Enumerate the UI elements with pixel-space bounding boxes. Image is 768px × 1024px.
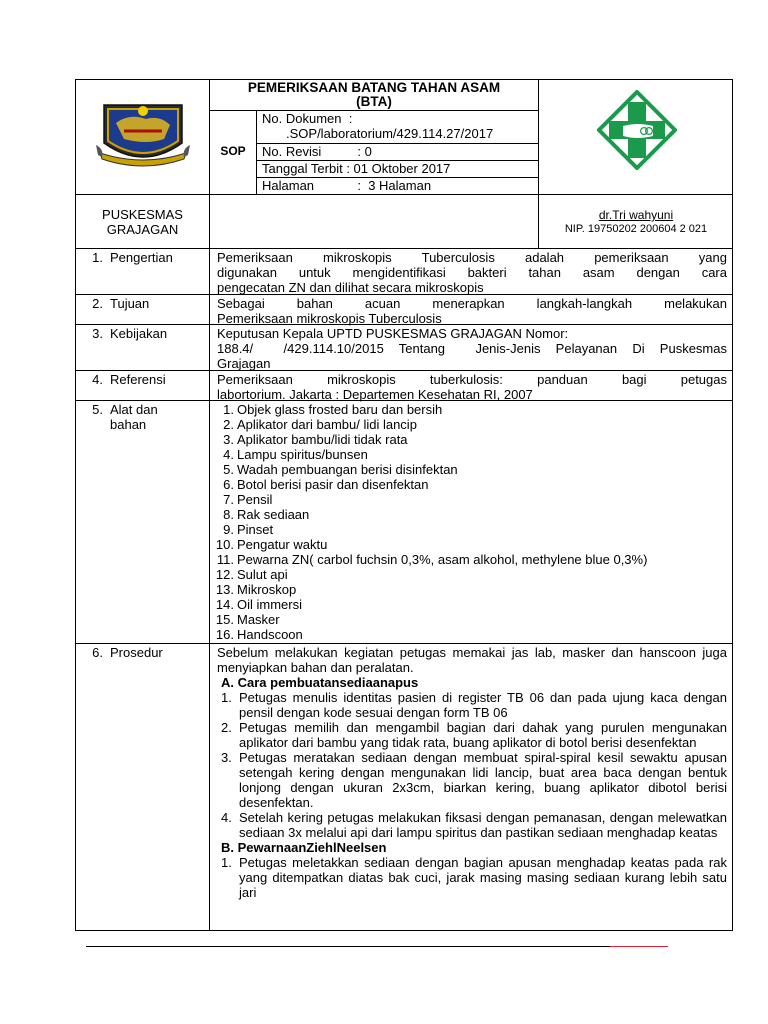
list-item: 3. Aplikator bambu/lidi tidak rata xyxy=(223,432,408,447)
list-item: 7. Pensil xyxy=(223,492,273,507)
subheading-a: A. Cara pembuatansediaanapus xyxy=(221,675,419,690)
list-item: 12. Sulut api xyxy=(215,567,288,582)
prosedur-content xyxy=(217,645,727,900)
list-item: 4. Lampu spiritus/bunsen xyxy=(223,447,368,462)
tujuan-text: Sebagai bahan acuan menerapkan langkah-langkah melakukan Pemeriksaan mikroskopis Tuberculosis xyxy=(217,296,727,326)
list-item: 5. Wadah pembuangan berisi disinfektan xyxy=(223,462,458,477)
list-item: 9. Pinset xyxy=(223,522,274,537)
issue-date: Tanggal Terbit : 01 Oktober 2017 xyxy=(262,161,451,176)
list-item: 14. Oil immersi xyxy=(215,597,302,612)
pengertian-text: Pemeriksaan mikroskopis Tuberculosis adalah pemeriksaan yang digunakan untuk mengidentifikasi bakteri tahan asam dengan cara pengecatan ZN dan dilihat secara mikroskopis xyxy=(217,250,727,295)
doc-number-value: .SOP/laboratorium/429.114.27/2017 xyxy=(286,126,494,141)
list-item: 10. Pengatur waktu xyxy=(215,537,328,552)
signer-nip: NIP. 19750202 200604 2 021 xyxy=(564,223,708,235)
puskesmas-name: PUSKESMAS GRAJAGAN xyxy=(102,207,183,237)
subheading-b: B. PewarnaanZiehlNeelsen xyxy=(221,840,387,855)
page-count: Halaman : 3 Halaman xyxy=(262,178,432,193)
list-item: 6. Botol berisi pasir dan disenfektan xyxy=(223,477,429,492)
list-item: 2. Aplikator dari bambu/ lidi lancip xyxy=(223,417,417,432)
kebijakan-text: Keputusan Kepala UPTD PUSKESMAS GRAJAGAN Nomor: 188.4/ /429.114.10/2015 Tentang Jenis-Jenis Pelayanan Di Puskesmas Grajagan xyxy=(217,326,727,371)
document-title: PEMERIKSAAN BATANG TAHAN ASAM (BTA) xyxy=(247,80,501,109)
sop-body-table xyxy=(75,249,733,931)
list-item: 4. Setelah kering petugas melakukan fiksasi dengan pemanasan, dengan melewatkan sediaan 3x melalui api dari lampu spiritus dan pastikan sediaan menghadap keatas xyxy=(221,810,727,840)
row-label-prosedur: 6. Prosedur xyxy=(92,645,163,660)
revision-number: No. Revisi : 0 xyxy=(262,144,372,159)
row-label-referensi: 4. Referensi xyxy=(92,372,166,387)
row-label-pengertian: 1. Pengertian xyxy=(92,250,173,265)
doc-number-label: No. Dokumen : xyxy=(262,111,353,126)
row-label-tujuan: 2. Tujuan xyxy=(92,296,150,311)
sop-header-table xyxy=(75,79,733,249)
signature-block xyxy=(539,208,733,236)
row-label-alat-bahan: 5. Alat dan bahan xyxy=(92,402,158,432)
list-item: 2. Petugas memilih dan mengambil bagian dari dahak yang purulen mengunakan aplikator dari bambu yang tidak rata, buang aplikator di botol berisi desenfektan xyxy=(221,720,727,750)
prosedur-intro: Sebelum melakukan kegiatan petugas memakai jas lab, masker dan hanscoon juga menyiapkan bahan dan peralatan. xyxy=(217,645,727,675)
list-item: 3. Petugas meratakan sediaan dengan membuat spiral-spiral kesil sewaktu apusan setengah kering dengan mengunakan lidi lancip, buat area baca dengan bentuk lonjong dengan ukuran 2x3cm, biarkan kering, buang aplikator dibotol berisi desenfektan. xyxy=(221,750,727,810)
footer-divider xyxy=(86,946,668,947)
list-item: 1. Petugas menulis identitas pasien di register TB 06 dan pada ujung kaca dengan pensil dengan kode sesuai dengan form TB 06 xyxy=(221,690,727,720)
list-item: 11. Pewarna ZN( carbol fuchsin 0,3%, asam alkohol, methylene blue 0,3%) xyxy=(216,552,648,567)
list-item: 1. Petugas meletakkan sediaan dengan bagian apusan menghadap keatas pada rak yang ditempatkan diatas bak cuci, jarak masing masing sediaan kurang lebih satu jari xyxy=(221,855,727,900)
row-label-kebijakan: 3. Kebijakan xyxy=(92,326,168,341)
list-item: 8. Rak sediaan xyxy=(223,507,310,522)
puskesmas-cross-logo xyxy=(597,90,677,170)
alat-bahan-list xyxy=(210,402,730,642)
footer-accent xyxy=(610,946,668,947)
list-item: 15. Masker xyxy=(215,612,280,627)
sop-label: SOP xyxy=(220,144,246,158)
regional-emblem-logo xyxy=(94,93,192,173)
referensi-text: Pemeriksaan mikroskopis tuberkulosis: panduan bagi petugas labortorium. Jakarta : Departemen Kesehatan RI, 2007 xyxy=(217,372,727,402)
list-item: 13. Mikroskop xyxy=(215,582,297,597)
signer-name: dr.Tri wahyuni xyxy=(598,208,674,222)
list-item: 1. Objek glass frosted baru dan bersih xyxy=(223,402,443,417)
list-item: 16. Handscoon xyxy=(215,627,303,642)
